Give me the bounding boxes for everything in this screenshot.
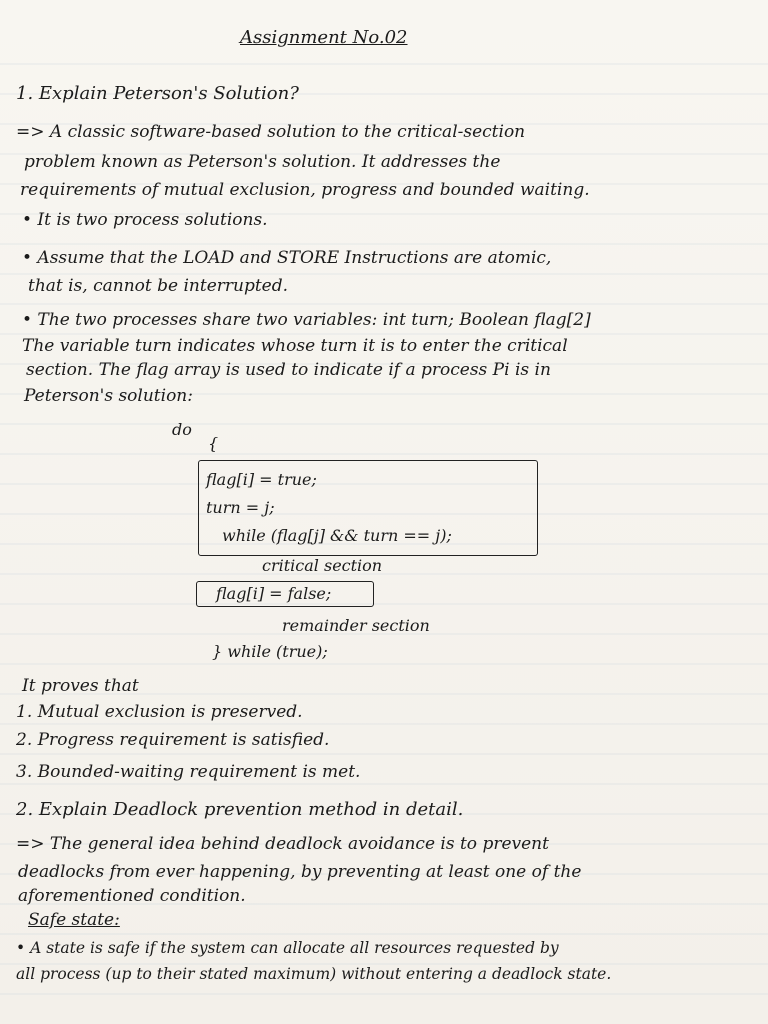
q1-bullet: • The two processes share two variables: int turn; Boolean flag[2] xyxy=(22,310,591,330)
q1-answer-line: section. The flag array is used to indicate if a process Pi is in xyxy=(26,360,551,380)
code-entry-line: turn = j; xyxy=(206,498,275,517)
q1-answer-line: that is, cannot be interrupted. xyxy=(28,276,289,296)
q2-answer-line: deadlocks from ever happening, by preventing at least one of the xyxy=(18,862,582,882)
question-2: 2. Explain Deadlock prevention method in detail. xyxy=(16,799,464,820)
q1-answer-line: requirements of mutual exclusion, progress and bounded waiting. xyxy=(20,180,590,200)
q1-answer-line: The variable turn indicates whose turn it is to enter the critical xyxy=(22,336,568,356)
proves-item: 1. Mutual exclusion is preserved. xyxy=(16,702,303,722)
safe-state-line: • A state is safe if the system can allocate all resources requested by xyxy=(16,939,559,957)
q1-bullet: • It is two process solutions. xyxy=(22,210,268,230)
proves-item: 3. Bounded-waiting requirement is met. xyxy=(16,762,361,782)
proves-item: 2. Progress requirement is satisfied. xyxy=(16,730,330,750)
code-remainder-section: remainder section xyxy=(282,616,430,635)
safe-state-heading: Safe state: xyxy=(28,910,120,930)
q1-answer-line: problem known as Peterson's solution. It addresses the xyxy=(24,152,501,172)
question-1: 1. Explain Peterson's Solution? xyxy=(16,83,299,104)
safe-state-line: all process (up to their stated maximum) without entering a deadlock state. xyxy=(16,965,612,983)
code-open-brace: { xyxy=(208,434,219,453)
code-critical-section: critical section xyxy=(262,556,383,575)
code-entry-line: flag[i] = true; xyxy=(206,470,317,489)
code-exit-line: flag[i] = false; xyxy=(216,584,332,603)
q1-answer-line: Peterson's solution: xyxy=(24,386,193,406)
q1-answer-line: => A classic software-based solution to the critical-section xyxy=(16,122,526,142)
q2-answer-line: => The general idea behind deadlock avoidance is to prevent xyxy=(16,834,549,854)
code-end-while: } while (true); xyxy=(212,642,328,661)
code-entry-line: while (flag[j] && turn == j); xyxy=(222,526,452,545)
proves-intro: It proves that xyxy=(22,676,139,696)
q1-bullet: • Assume that the LOAD and STORE Instructions are atomic, xyxy=(22,248,552,268)
code-do: do xyxy=(172,420,192,439)
q2-answer-line: aforementioned condition. xyxy=(18,886,246,906)
page-title: Assignment No.02 xyxy=(240,27,408,48)
